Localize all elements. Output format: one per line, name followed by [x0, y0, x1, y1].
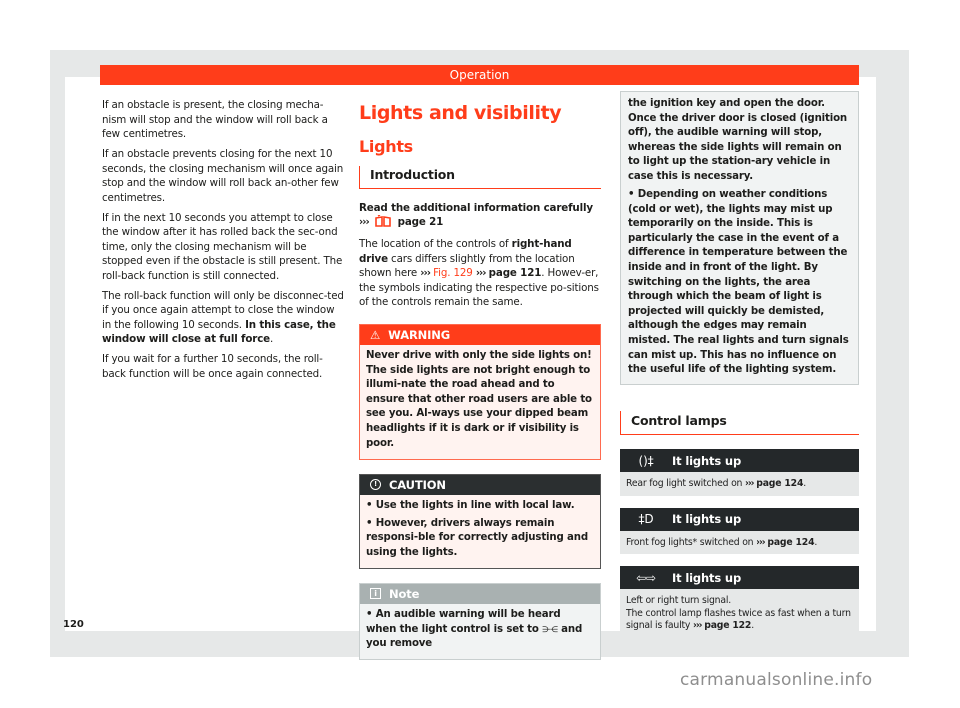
page-link[interactable]: page 21	[397, 216, 444, 229]
note-text: • Depending on weather conditions (cold or wet), the lights may mist up temporarily on the inside. This is particularly the case in the event of a difference in temperature between the inside and in front of the light. By switching on the lights, the area through which the beam of light is projected will quickly be demisted, although the edges may remain misted. The real lights and turn signals can mist up. This has no influence on the useful life of the lighting system.	[628, 189, 849, 376]
right-column	[620, 93, 859, 650]
warning-text: Never drive with only the side lights on! The side lights are not bright enough to illumi-nate the road ahead and to ensure that other road users are able to see you. Al-ways use your dipped beam headlights if it is dark or if visibility is poor.	[366, 349, 592, 449]
turn-signal-icon: ⇦⇨	[636, 570, 656, 585]
lamp-title: It lights up	[672, 453, 742, 468]
section-title: Lights and visibility	[359, 102, 562, 124]
paragraph: The roll-back function will only be disconnec-ted if you once again attempt to close the window in the following 10 seconds. In this case, the window will close at full force.	[102, 289, 344, 346]
book-icon	[375, 215, 391, 232]
caution-item: • However, drivers always remain responsi-ble for correctly adjusting and using the lights.	[366, 517, 589, 558]
paragraph: If an obstacle prevents closing for the next 10 seconds, the closing mechanism will once again stop and the window will roll back an-other few centimetres.	[102, 147, 344, 204]
note-text: • An audible warning will be heard when the light control is set to ⋺⋲ and you remove	[366, 608, 583, 650]
rear-fog-light-icon: ()‡	[638, 453, 654, 468]
warning-label: WARNING	[388, 327, 451, 342]
lamp-turn-signal: ⇦⇨ It lights up Left or right turn signal. The control lamp flashes twice as fast when a turn signal is faulty ››› page 122.	[620, 566, 859, 638]
lamp-title: It lights up	[672, 570, 742, 585]
page-link[interactable]: page 122	[704, 620, 752, 632]
location-paragraph: The location of the controls of right-hand drive cars differs slightly from the location shown here ››› Fig. 129 ››› page 121. Howev-er, the symbols indicating the respective po-sitions of the controls remain the same.	[359, 237, 599, 309]
control-lamps-heading: Control lamps	[620, 411, 859, 436]
note-label: Note	[389, 586, 420, 601]
page-link[interactable]: page 121	[488, 267, 542, 280]
caution-circle-icon: !	[370, 479, 381, 490]
warning-box	[359, 324, 601, 460]
page-link[interactable]: page 124	[756, 478, 804, 490]
page-link[interactable]: page 124	[767, 536, 815, 548]
paragraph: If in the next 10 seconds you attempt to close the window after it has rolled back the sec-ond time, only the closing mechanism will be stopped even if the obstacle is still present. The roll-back function is still connected.	[102, 211, 343, 282]
note-text: the ignition key and open the door. Once the driver door is closed (ignition off), the audible warning will stop, whereas the side lights will remain on to light up the station-ary vehicle in case this is necessary.	[628, 98, 848, 182]
side-lights-symbol-icon: ⋺⋲	[542, 624, 558, 634]
chapter-header: Operation	[100, 65, 859, 85]
read-info-notice: Read the additional information carefully ››› page 21	[359, 201, 601, 232]
reference-arrows: ›››	[359, 216, 369, 229]
caution-label: CAUTION	[389, 477, 446, 492]
middle-column	[359, 98, 601, 660]
left-column	[102, 98, 346, 387]
page-number: 120	[63, 619, 84, 630]
subsection-title: Lights	[359, 137, 413, 156]
watermark: carmanualsonline.info	[680, 670, 873, 690]
paragraph: If an obstacle is present, the closing mecha-nism will stop and the window will roll back a few centimetres.	[102, 99, 328, 141]
caution-item: • Use the lights in line with local law.	[366, 499, 575, 511]
caution-box	[359, 474, 601, 569]
lamp-rear-fog: ()‡ It lights up Rear fog light switched on ››› page 124.	[620, 449, 859, 496]
emphasis: In this case, the window will close at full force	[102, 318, 336, 346]
lamp-front-fog: ‡D It lights up Front fog lights* switched on ››› page 124.	[620, 508, 859, 555]
note-continued-box	[620, 91, 859, 385]
info-icon: i	[370, 588, 381, 599]
warning-triangle-icon: ⚠	[370, 327, 381, 342]
lamp-title: It lights up	[672, 512, 742, 527]
front-fog-light-icon: ‡D	[638, 512, 654, 527]
note-box	[359, 583, 601, 660]
introduction-heading: Introduction	[359, 166, 601, 189]
paragraph: If you wait for a further 10 seconds, the roll-back function will be once again connected.	[102, 353, 323, 380]
figure-link[interactable]: Fig. 129	[433, 267, 473, 280]
